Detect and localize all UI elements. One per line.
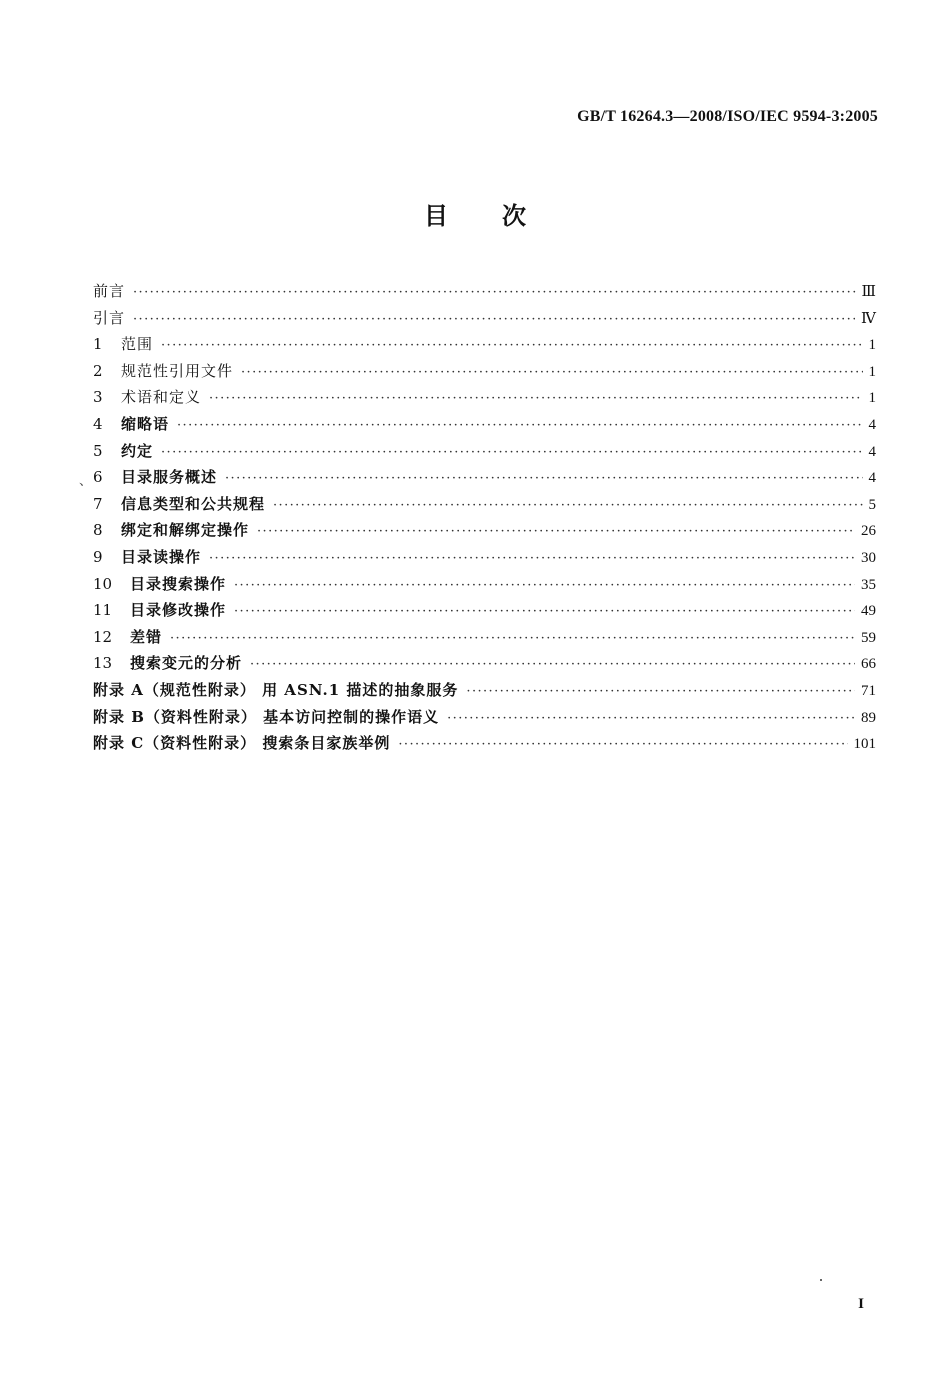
- toc-entry-number: 1: [93, 335, 103, 354]
- table-of-contents: [93, 278, 876, 757]
- toc-entry-number: 4: [93, 414, 103, 433]
- toc-entry[interactable]: [93, 438, 876, 465]
- toc-dot-leader: [133, 307, 855, 334]
- toc-entry-page: 35: [861, 576, 876, 593]
- toc-entry-page: 71: [861, 682, 876, 699]
- toc-entry-label: 目录搜索操作: [130, 574, 227, 593]
- toc-dot-leader: [250, 652, 855, 679]
- toc-entry[interactable]: [93, 384, 876, 411]
- toc-entry-number: 13: [93, 654, 113, 673]
- toc-entry-page: 101: [853, 736, 876, 753]
- toc-entry[interactable]: [93, 358, 876, 385]
- toc-entry-number: 2: [93, 361, 103, 380]
- toc-entry-page: 66: [861, 656, 876, 673]
- toc-entry[interactable]: [93, 491, 876, 518]
- toc-entry-number: 5: [93, 441, 103, 460]
- toc-entry-label: 前言: [93, 282, 126, 300]
- toc-entry-page: 4: [868, 470, 876, 487]
- toc-dot-leader: [234, 573, 855, 600]
- toc-entry-number: 11: [93, 601, 113, 620]
- toc-entry-page: 1: [868, 363, 876, 380]
- toc-dot-leader: [209, 546, 855, 573]
- toc-dot-leader: [161, 333, 862, 360]
- toc-title: [0, 196, 950, 231]
- toc-entry[interactable]: [93, 331, 876, 358]
- toc-entry-label: 附录 C（资料性附录） 搜索条目家族举例: [93, 734, 391, 753]
- toc-entry-page: 4: [868, 416, 876, 433]
- toc-entry-label: 信息类型和公共规程: [121, 494, 266, 513]
- toc-entry[interactable]: [93, 677, 876, 704]
- toc-entry-label: 约定: [121, 441, 154, 460]
- toc-entry-label: 目录服务概述: [121, 468, 218, 487]
- toc-entry[interactable]: [93, 571, 876, 598]
- page-number: I: [858, 1296, 864, 1312]
- toc-entry[interactable]: [93, 730, 876, 757]
- toc-entry[interactable]: [93, 544, 876, 571]
- toc-dot-leader: [209, 386, 862, 413]
- toc-dot-leader: [447, 706, 855, 733]
- toc-dot-leader: [161, 440, 862, 467]
- toc-dot-leader: [398, 732, 847, 759]
- toc-entry-page: 26: [861, 523, 876, 540]
- toc-entry-label: 绑定和解绑定操作: [121, 521, 250, 540]
- toc-entry-number: 12: [93, 627, 113, 646]
- toc-entry-label: 附录 B（资料性附录） 基本访问控制的操作语义: [93, 707, 440, 726]
- toc-entry-number: 9: [93, 547, 103, 566]
- toc-entry[interactable]: [93, 411, 876, 438]
- toc-dot-leader: [133, 280, 856, 307]
- toc-dot-leader: [273, 493, 862, 520]
- toc-entry-page: 30: [861, 549, 876, 566]
- toc-dot-leader: [177, 413, 862, 440]
- toc-title-char-2: 次: [502, 202, 526, 230]
- toc-entry-page: 49: [861, 603, 876, 620]
- standard-header: GB/T 16264.3—2008/ISO/IEC 9594-3:2005: [577, 108, 878, 125]
- toc-entry-label: 差错: [130, 627, 163, 646]
- toc-entry-number: 6: [93, 468, 103, 487]
- toc-entry-page: 5: [868, 496, 876, 513]
- toc-entry-page: 89: [861, 709, 876, 726]
- toc-entry-page: 1: [868, 390, 876, 407]
- toc-entry[interactable]: [93, 650, 876, 677]
- toc-entry-page: 1: [868, 337, 876, 354]
- toc-entry-label: 范围: [121, 335, 154, 354]
- toc-entry-number: 7: [93, 494, 103, 513]
- toc-dot-leader: [257, 519, 855, 546]
- toc-entry[interactable]: [93, 278, 876, 305]
- toc-entry[interactable]: [93, 597, 876, 624]
- toc-title-char-1: 目: [424, 202, 448, 230]
- toc-entry-page: Ⅳ: [861, 310, 876, 327]
- toc-dot-leader: [241, 360, 862, 387]
- toc-entry[interactable]: [93, 305, 876, 332]
- toc-dot-leader: [234, 599, 855, 626]
- toc-dot-leader: [225, 466, 862, 493]
- toc-entry-page: 59: [861, 629, 876, 646]
- toc-entry[interactable]: [93, 464, 876, 491]
- toc-dot-leader: [466, 679, 855, 706]
- toc-entry-label: 引言: [93, 308, 126, 327]
- toc-entry-label: 目录读操作: [121, 547, 202, 566]
- toc-entry[interactable]: [93, 624, 876, 651]
- stray-mark: 、: [79, 474, 93, 489]
- toc-entry-number: 10: [93, 574, 113, 593]
- toc-entry-number: 8: [93, 521, 103, 540]
- toc-entry-label: 缩略语: [121, 414, 170, 433]
- toc-entry-page: Ⅲ: [861, 284, 876, 300]
- toc-entry-label: 搜索变元的分析: [130, 654, 243, 673]
- toc-entry[interactable]: [93, 704, 876, 731]
- toc-entry-label: 附录 A（规范性附录） 用 ASN.1 描述的抽象服务: [93, 680, 459, 699]
- toc-entry-label: 术语和定义: [121, 388, 202, 407]
- toc-entry-label: 规范性引用文件: [121, 361, 234, 380]
- toc-entry-label: 目录修改操作: [130, 601, 227, 620]
- toc-entry-page: 4: [868, 443, 876, 460]
- scan-speck: [820, 1279, 822, 1281]
- toc-dot-leader: [170, 626, 855, 653]
- toc-entry[interactable]: [93, 517, 876, 544]
- toc-entry-number: 3: [93, 388, 103, 407]
